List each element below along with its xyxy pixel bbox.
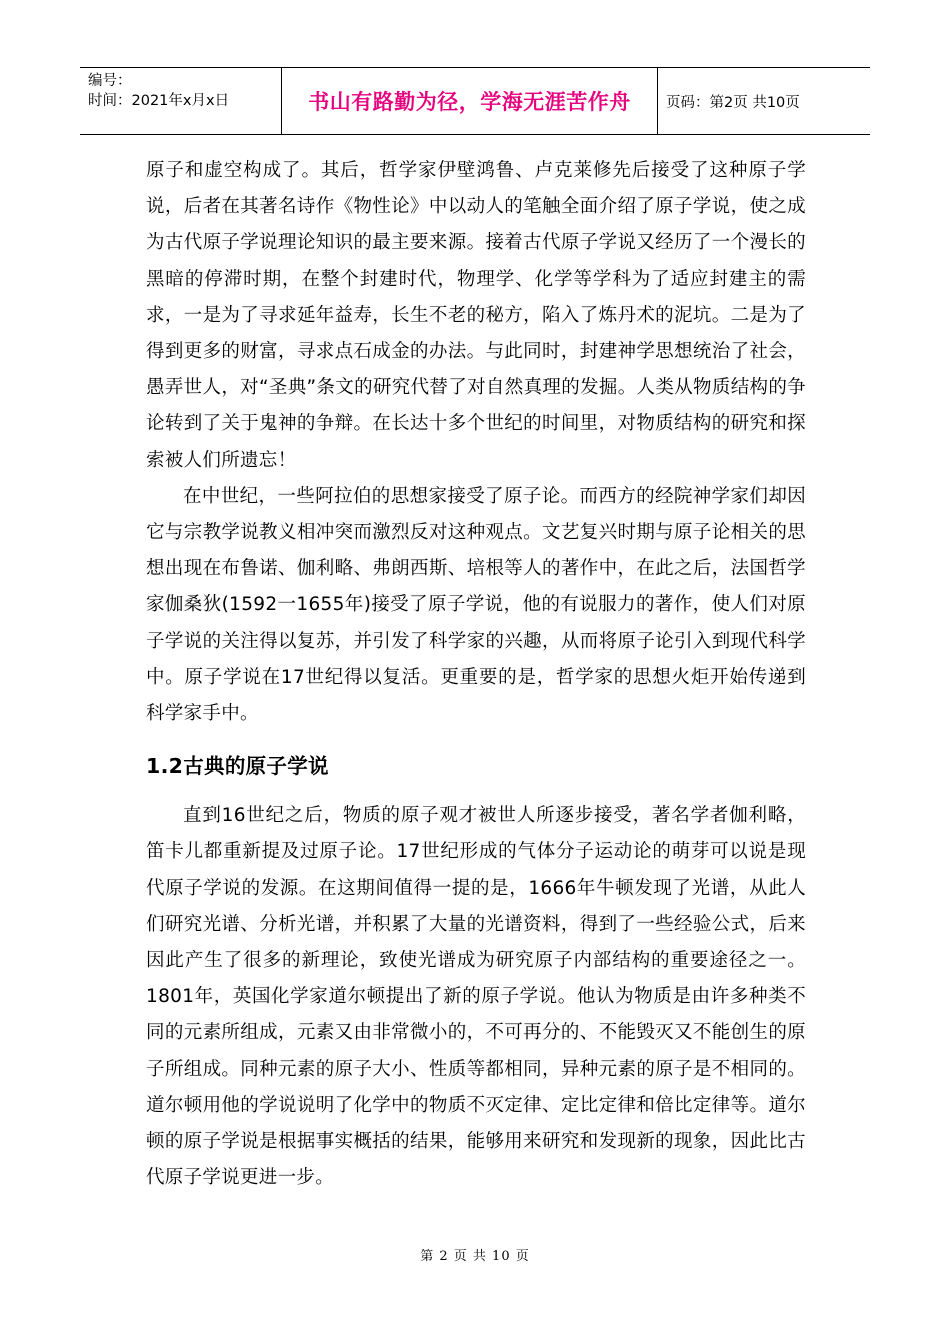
section-heading: 1.2古典的原子学说 (146, 754, 329, 779)
body-paragraph-3: 直到16世纪之后，物质的原子观才被世人所逐步接受，著名学者伽利略，笛卡儿都重新提及过原子论。17世纪形成的气体分子运动论的萌芽可以说是现代原子学说的发源。在这期间值得一提的是，1666年牛顿发现了光谱，从此人们研究光谱、分析光谱，并积累了大量的光谱资料，得到了一些经验公式，后来因此产生了很多的新理论，致使光谱成为研究原子内部结构的重要途径之一。1801年，英国化学家道尔顿提出了新的原子学说。他认为物质是由许多种类不同的元素所组成，元素又由非常微小的，不可再分的、不能毁灭又不能创生的原子所组成。同种元素的原子大小、性质等都相同，异种元素的原子是不相同的。道尔顿用他的学说说明了化学中的物质不灭定律、定比定律和倍比定律等。道尔顿的原子学说是根据事实概括的结果，能够用来研究和发现新的现象，因此比古代原子学说更进一步。 (146, 805, 806, 1189)
document-number-label: 编号： (88, 73, 132, 89)
header-motto: 书山有路勤为径，学海无涯苦作舟 (282, 68, 658, 134)
document-time-label: 时间：2021年x月x日 (88, 93, 230, 109)
body-paragraph-1: 原子和虚空构成了。其后，哲学家伊壁鸿鲁、卢克莱修先后接受了这种原子学说，后者在其著名诗作《物性论》中以动人的笔触全面介绍了原子学说，使之成为古代原子学说理论知识的最主要来源。接着古代原子学说又经历了一个漫长的黑暗的停滞时期，在整个封建时代，物理学、化学等学科为了适应封建主的需求，一是为了寻求延年益寿，长生不老的秘方，陷入了炼丹术的泥坑。二是为了得到更多的财富，寻求点石成金的办法。与此同时，封建神学思想统治了社会，愚弄世人，对“圣典”条文的研究代替了对自然真理的发掘。人类从物质结构的争论转到了关于鬼神的争辩。在长达十多个世纪的时间里，对物质结构的研究和探索被人们所遗忘！ (146, 160, 806, 471)
header-meta-cell (80, 68, 282, 134)
header-page-info: 页码：第2页 共10页 (666, 94, 800, 111)
document-body (146, 153, 806, 1196)
page-footer: 第 2 页 共 10 页 (420, 1249, 530, 1264)
body-paragraph-2: 在中世纪，一些阿拉伯的思想家接受了原子论。而西方的经院神学家们却因它与宗教学说教义相冲突而激烈反对这种观点。文艺复兴时期与原子论相关的思想出现在布鲁诺、伽利略、弗朗西斯、培根等人的著作中，在此之后，法国哲学家伽桑狄(1592一1655年)接受了原子学说，他的有说服力的著作，使人们对原子学说的关注得以复苏，并引发了科学家的兴趣，从而将原子论引入到现代科学中。原子学说在17世纪得以复活。更重要的是，哲学家的思想火炬开始传递到科学家手中。 (146, 485, 806, 725)
page-header (80, 67, 870, 135)
